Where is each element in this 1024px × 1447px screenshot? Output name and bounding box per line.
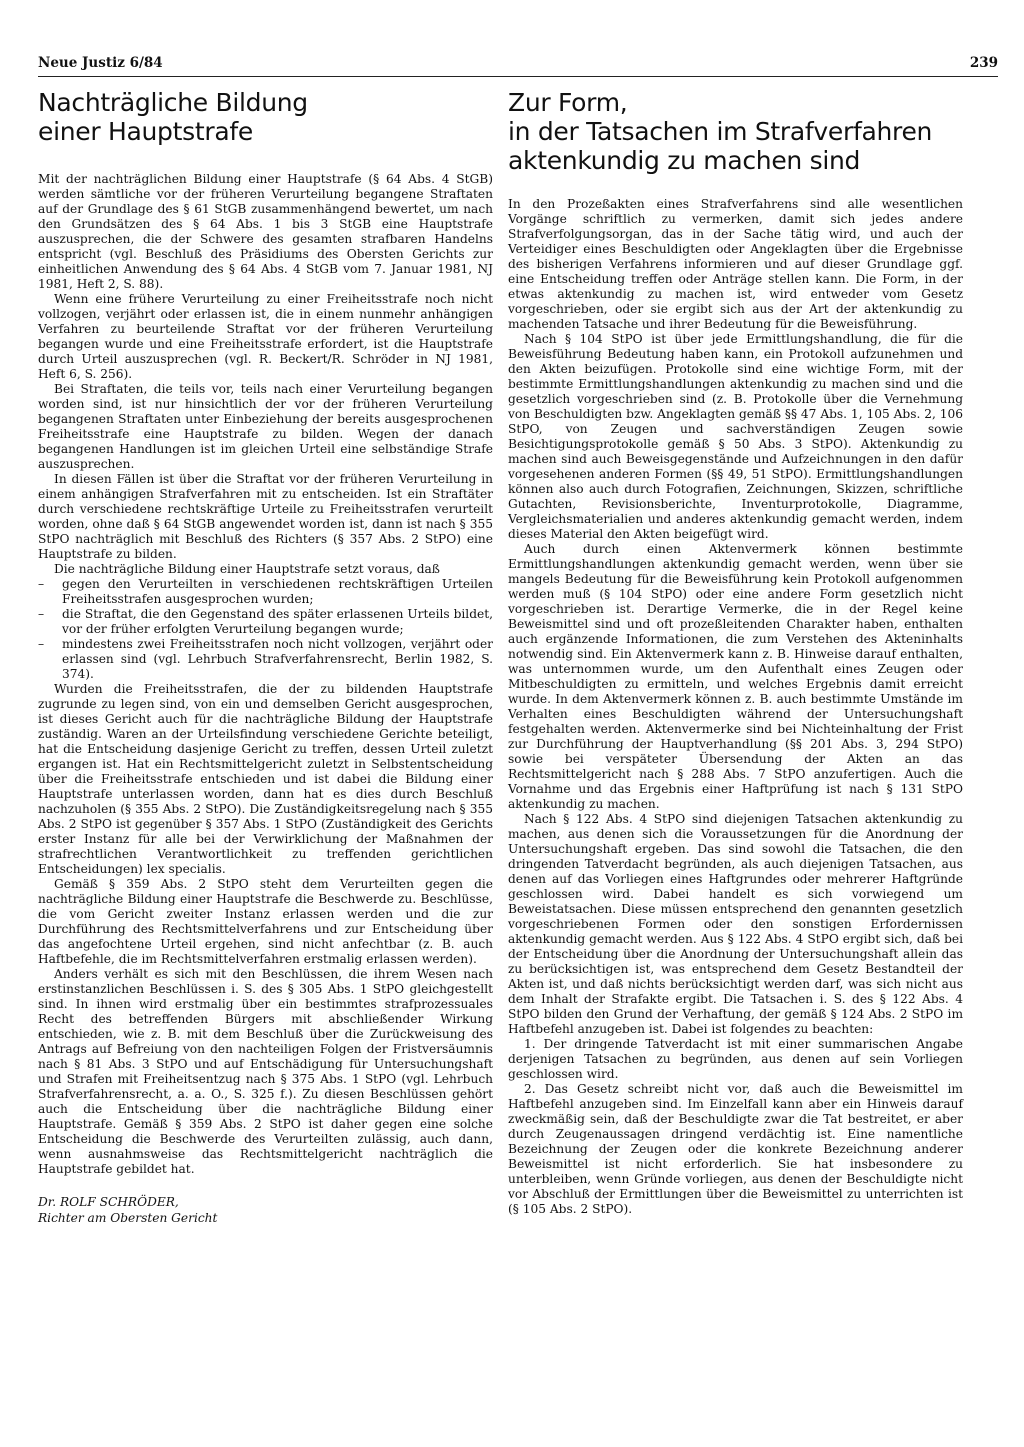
- running-header: [38, 54, 998, 77]
- right-article-title: [508, 88, 963, 175]
- left-article-title: [38, 88, 493, 146]
- numbered-list: [508, 1037, 963, 1217]
- left-column: [38, 88, 493, 1226]
- list-item: – die Straftat, die den Gegenstand des später erlassenen Urteils bildet, vor der früher erfolgten Verurteilung begangen wurde;: [62, 607, 493, 637]
- list-item: – mindestens zwei Freiheitsstrafen noch nicht vollzogen, verjährt oder erlassen sind (vgl. Lehrbuch Strafverfahrensrecht, Berlin 1982, S. 374).: [62, 637, 493, 682]
- left-title-line-2: einer Hauptstrafe: [38, 117, 253, 146]
- paragraph: Gemäß § 359 Abs. 2 StPO steht dem Verurteilten gegen die nachträgliche Bildung einer Hauptstrafe die Beschwerde zu. Beschlüsse, die vom Gericht zweiter Instanz erlassen werden und die zur Durchführung des Rechtsmittelverfahrens und zur Entscheidung über das angefochtene Urteil ergehen, sind nicht anfechtbar (z. B. auch Haftbefehle, die im Rechtsmittelverfahren erstmalig erlassen werden).: [38, 877, 493, 966]
- right-column: [508, 88, 963, 1217]
- journal-issue: Neue Justiz 6/84: [38, 55, 163, 71]
- paragraph: In den Prozeßakten eines Strafverfahrens sind alle wesentlichen Vorgänge schriftlich zu vermerken, damit sich jedes andere Strafverfolgungsorgan, das in der Sache tätig wird, und auch der Verteidiger eines Beschuldigten oder Angeklagten über die Ergebnisse des bisherigen Verfahrens informieren und auf dieser Grundlage ggf. eine Entscheidung treffen oder Anträge stellen kann. Die Form, in der etwas aktenkundig zu machen ist, wird entweder vom Gesetz vorgeschrieben, oder sie ergibt sich aus der Art der aktenkundig zu machenden Tatsache und ihrer Bedeutung für die Beweisführung.: [508, 197, 963, 331]
- list-item: 1. Der dringende Tatverdacht ist mit einer summarischen Angabe derjenigen Tatsachen zu begründen, aus denen auf sein Vorliegen geschlossen wird.: [508, 1037, 963, 1081]
- list-item: – gegen den Verurteilten in verschiedenen rechtskräftigen Urteilen Freiheitsstrafen ausgesprochen wurden;: [62, 577, 493, 607]
- paragraph: Auch durch einen Aktenvermerk können bestimmte Ermittlungshandlungen aktenkundig gemacht werden, wenn über sie mangels Bedeutung für die Beweisführung kein Protokoll aufgenommen werden muß (§ 104 StPO) oder eine andere Form gesetzlich nicht vorgeschrieben ist. Derartige Vermerke, die in der Regel keine Beweismittel sind und oft prozeßleitenden Charakter haben, enthalten auch ergänzende Informationen, die zum Verstehen des Akteninhalts notwendig sind. Ein Aktenvermerk kann z. B. Hinweise darauf enthalten, was unternommen wurde, um den Aufenthalt eines Zeugen oder Mitbeschuldigten zu ermitteln, und welches Ergebnis damit erreicht wurde. In dem Aktenvermerk können z. B. auch bestimmte Umstände im Verhalten eines Beschuldigten während der Untersuchungshaft festgehalten werden. Aktenvermerke sind bei Nichteinhaltung der Frist zur Durchführung der Hauptverhandlung (§§ 201 Abs. 3, 294 StPO) sowie bei verspäteter Übersendung der Akten an das Rechtsmittelgericht nach § 288 Abs. 7 StPO anzufertigen. Auch die Vornahme und das Ergebnis einer Haftprüfung ist nach § 131 StPO aktenkundig zu machen.: [508, 542, 963, 811]
- paragraph: Wenn eine frühere Verurteilung zu einer Freiheitsstrafe noch nicht vollzogen, verjährt oder erlassen ist, die in einem nunmehr anhängigen Verfahren zu beurteilende Straftat vor der früheren Verurteilung begangen wurde und eine Freiheitsstrafe erfordert, ist die Hauptstrafe durch Urteil auszusprechen (vgl. R. Beckert/R. Schröder in NJ 1981, Heft 6, S. 256).: [38, 292, 493, 381]
- left-title-line-1: Nachträgliche Bildung: [38, 88, 308, 117]
- page-number: 239: [969, 55, 998, 71]
- paragraph: Bei Straftaten, die teils vor, teils nach einer Verurteilung begangen worden sind, ist nur hinsichtlich der vor der früheren Verurteilung begangenen Straftaten unter Einbeziehung der bereits ausgesprochenen Freiheitsstrafe eine Hauptstrafe zu bilden. Wegen der danach begangenen Handlungen ist im gleichen Urteil eine selbständige Strafe auszusprechen.: [38, 382, 493, 471]
- paragraph: Anders verhält es sich mit den Beschlüssen, die ihrem Wesen nach erstinstanzlichen Beschlüssen i. S. des § 305 Abs. 1 StPO gleichgestellt sind. In ihnen wird erstmalig über ein bestimmtes strafprozessuales Recht des betreffenden Bürgers mit abschließender Wirkung entschieden, wie z. B. mit dem Beschluß über die Zurückweisung des Antrags auf Befreiung von den nachteiligen Folgen der Fristversäumnis nach § 81 Abs. 3 StPO und auf Entschädigung für Untersuchungshaft und Strafen mit Freiheitsentzug nach § 375 Abs. 1 StPO (vgl. Lehrbuch Strafverfahrensrecht, a. a. O., S. 325 f.). Zu diesen Beschlüssen gehört auch die Entscheidung über die nachträgliche Bildung einer Hauptstrafe. Gemäß § 359 Abs. 2 StPO ist daher gegen eine solche Entscheidung die Beschwerde des Verurteilten zulässig, auch dann, wenn ausnahmsweise das Rechtsmittelgericht nachträglich die Hauptstrafe gebildet hat.: [38, 967, 493, 1176]
- paragraph: Die nachträgliche Bildung einer Hauptstrafe setzt voraus, daß: [54, 562, 440, 576]
- right-title-line-2: in der Tatsachen im Strafverfahren: [508, 117, 933, 146]
- right-title-line-1: Zur Form,: [508, 88, 628, 117]
- right-title-line-3: aktenkundig zu machen sind: [508, 146, 861, 175]
- paragraph: Nach § 122 Abs. 4 StPO sind diejenigen Tatsachen aktenkundig zu machen, aus denen sich die Voraussetzungen für die Anordnung der Untersuchungshaft ergeben. Das sind sowohl die Tatsachen, die den dringenden Tatverdacht begründen, als auch diejenigen Tatsachen, aus denen auf das Vorliegen eines Haftgrundes oder mehrerer Haftgründe geschlossen wird. Dabei handelt es sich vorwiegend um Beweistatsachen. Diese müssen entsprechend den genannten gesetzlich vorgeschriebenen Formen oder den sonstigen Erfordernissen aktenkundig gemacht werden. Aus § 122 Abs. 4 StPO ergibt sich, daß bei der Entscheidung über die Anordnung der Untersuchungshaft allein das zu berücksichtigen ist, was entsprechend dem Gesetz Bestandteil der Akten ist, und daß nichts berücksichtigt werden darf, was sich nicht aus dem Inhalt der Strafakte ergibt. Die Tatsachen i. S. des § 122 Abs. 4 StPO bilden den Grund der Verhaftung, der gemäß § 124 Abs. 2 StPO im Haftbefehl anzugeben ist. Dabei ist folgendes zu beachten:: [508, 812, 963, 1036]
- paragraph: Nach § 104 StPO ist über jede Ermittlungshandlung, die für die Beweisführung Bedeutung haben kann, ein Protokoll aufzunehmen und den Akten beizufügen. Protokolle sind eine wichtige Form, mit der bestimmte Ermittlungshandlungen aktenkundig zu machen sind und die gesetzlich vorgeschrieben sind (z. B. Protokolle über die Vernehmung von Beschuldigten bzw. Angeklagten gemäß §§ 47 Abs. 1, 105 Abs. 2, 106 StPO, von Zeugen und sachverständigen Zeugen sowie Besichtigungsprotokolle gemäß § 50 Abs. 3 StPO). Aktenkundig zu machen sind auch Beweisgegenstände und Aufzeichnungen in den dafür vorgesehenen anderen Formen (§§ 49, 51 StPO). Ermittlungshandlungen können also auch durch Fotografien, Zeichnungen, Skizzen, schriftliche Gutachten, Revisionsberichte, Inventurprotokolle, Diagramme, Vergleichsmaterialien und anderes aktenkundig gemacht werden, indem dieses Material den Akten beigefügt wird.: [508, 332, 963, 541]
- author-name: Dr. ROLF SCHRÖDER,: [38, 1195, 179, 1209]
- author-role: Richter am Obersten Gericht: [38, 1210, 218, 1225]
- paragraph: Mit der nachträglichen Bildung einer Hauptstrafe (§ 64 Abs. 4 StGB) werden sämtliche vor der früheren Verurteilung begangene Straftaten auf der Grundlage des § 61 StGB zusammenhängend bewertet, um nach den Grundsätzen des § 64 Abs. 1 bis 3 StGB eine Hauptstrafe auszusprechen, die der Schwere des gesamten strafbaren Handelns entspricht (vgl. Beschluß des Präsidiums des Obersten Gerichts zur einheitlichen Anwendung des § 64 Abs. 4 StGB vom 7. Januar 1981, NJ 1981, Heft 2, S. 88).: [38, 172, 493, 291]
- prerequisites-list: [38, 577, 493, 682]
- paragraph: Wurden die Freiheitsstrafen, die der zu bildenden Hauptstrafe zugrunde zu legen sind, von ein und demselben Gericht ausgesprochen, ist dieses Gericht auch für die nachträgliche Bildung der Hauptstrafe zuständig. Waren an der Urteilsfindung verschiedene Gerichte beteiligt, hat die Entscheidung dasjenige Gericht zu treffen, dessen Urteil zuletzt ergangen ist. Hat ein Rechtsmittelgericht zuletzt in Selbstentscheidung über die Freiheitsstrafe entschieden und ist dabei die Bildung einer Hauptstrafe unterlassen worden, dann hat es dies durch Beschluß nachzuholen (§ 355 Abs. 2 StPO). Die Zuständigkeitsregelung nach § 355 Abs. 2 StPO ist gegenüber § 357 Abs. 1 StPO (Zuständigkeit des Gerichts erster Instanz für alle bei der Verwirklichung der Maßnahmen der strafrechtlichen Verantwortlichkeit zu treffenden gerichtlichen Entscheidungen) lex specialis.: [38, 682, 493, 876]
- paragraph: In diesen Fällen ist über die Straftat vor der früheren Verurteilung in einem anhängigen Strafverfahren mit zu entscheiden. Ist ein Straftäter durch verschiedene rechtskräftige Urteile zu Freiheitsstrafen verurteilt worden, ohne daß § 64 StGB angewendet worden ist, dann ist nach § 355 StPO nachträglich mit Beschluß des Richters (§ 357 Abs. 2 StPO) eine Hauptstrafe zu bilden.: [38, 472, 493, 561]
- list-item: 2. Das Gesetz schreibt nicht vor, daß auch die Beweismittel im Haftbefehl anzugeben sind. Im Einzelfall kann aber ein Hinweis darauf zweckmäßig sein, daß der Beschuldigte zwar die Tat bestreitet, er aber durch Zeugenaussagen dringend verdächtig ist. Eine namentliche Bezeichnung der Zeugen oder die konkrete Bezeichnung anderer Beweismittel ist nicht erforderlich. Sie hat insbesondere zu unterbleiben, wenn Gründe vorliegen, aus denen der Beschuldigte nicht vor Abschluß der Ermittlungen über die Beweismittel zu unterrichten ist (§ 105 Abs. 2 StPO).: [508, 1082, 963, 1216]
- author-signature: [38, 1195, 493, 1226]
